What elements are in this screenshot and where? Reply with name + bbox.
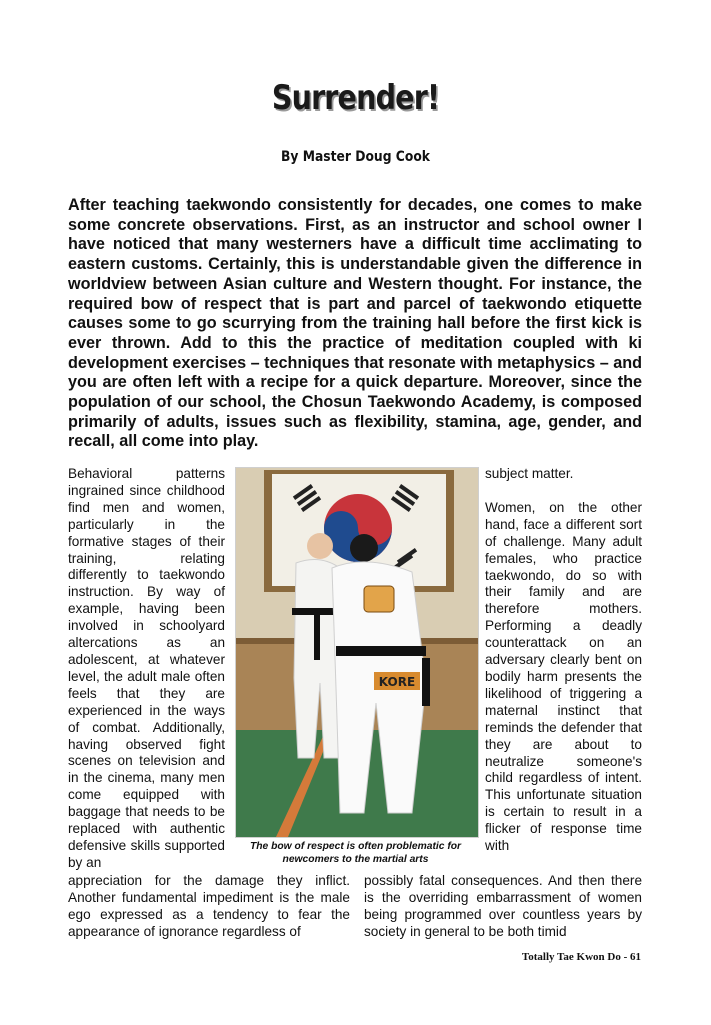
photo-caption: The bow of respect is often problematic for newcomers to the martial arts <box>249 841 462 865</box>
bottom-left-text: appreciation for the damage they inflict. Another fundamental impediment is the male ego expressed as a tendency to fear the appearance of ignorance regardless of <box>68 873 350 939</box>
article-photo <box>235 467 479 838</box>
intro-paragraph: After teaching taekwondo consistently for decades, one comes to make some concrete observations. First, as an instructor and school owner I have noticed that many westerners have a difficult time acclimating to eastern customs. Certainly, this is understandable given the difference in worldview between Asian culture and Western thought. For instance, the required bow of respect that is part and parcel of taekwondo etiquette causes some to go scurrying from the training hall before the first kick is ever thrown. Add to this the practice of meditation coupled with ki development exercises – techniques that resonate with metaphysics – and you are often left with a recipe for a quick departure. Moreover, since the population of our school, the Chosun Taekwondo Academy, is composed primarily of adults, issues such as flexibility, stamina, age, gender, and recall, all come into play. <box>68 196 642 451</box>
right-column-text-1: subject matter. <box>485 466 574 481</box>
belt-text: KORE <box>378 675 416 689</box>
left-column-text: Behavioral patterns ingrained since childhood find men and women, particularly in the formative stages of their training, relating differently to taekwondo instruction. By way of example, having been involved in schoolyard altercations as an adolescent, at whatever level, the adult male often feels that they are experienced in the ways of combat. Additionally, having observed fight scenes on television and in the cinema, many men come equipped with baggage that needs to be replaced with authentic defensive skills supported by an <box>68 466 225 870</box>
bottom-right-text: possibly fatal consequences. And then there is the overriding embarrassment of women being programmed over countless years by society in general to be both timid <box>364 873 642 939</box>
bowing-martial-artists-image <box>236 468 478 837</box>
article-title: Surrender! <box>271 78 440 118</box>
page-footer: Totally Tae Kwon Do - 61 <box>521 951 641 963</box>
article-byline: By Master Doug Cook <box>281 149 430 165</box>
right-column-text-2: Women, on the other hand, face a different sort of challenge. Many adult females, who practice taekwondo, do so with their family and are therefore mothers. Performing a deadly counterattack on an adversary clearly bent on bodily harm presents the likelihood of triggering a maternal instinct that reminds the defender that they are about to neutralize someone's child regardless of intent. This unfortunate situation is certain to result in a flicker of response time with <box>485 499 642 854</box>
right-column <box>485 466 642 855</box>
